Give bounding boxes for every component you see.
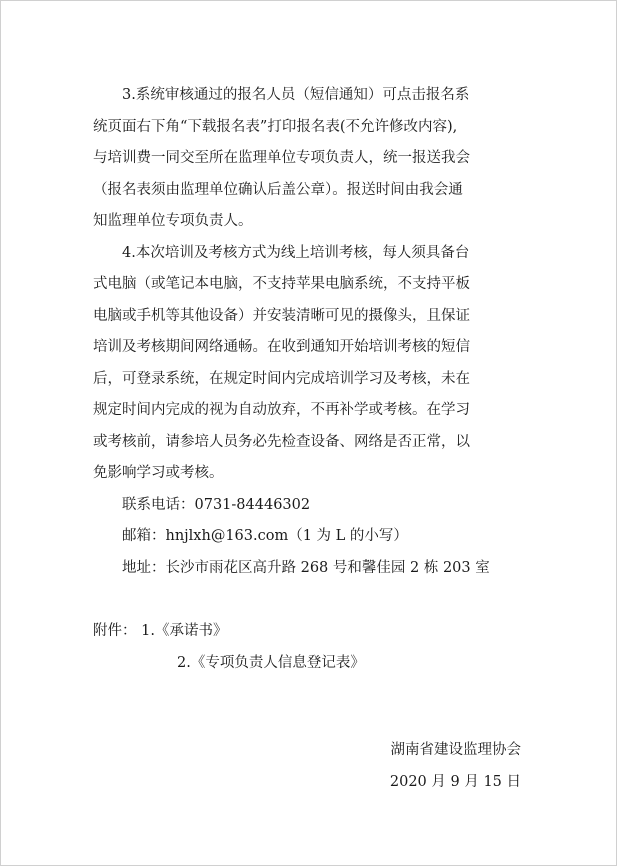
contact-phone: 联系电话：0731-84446302 [122, 496, 311, 513]
paragraph-3-line: 统页面右下角“下载报名表”打印报名表(不允许修改内容), [93, 118, 458, 135]
paragraph-4-line: 后，可登录系统，在规定时间内完成培训学习及考核，未在 [93, 370, 470, 387]
attachment-row-1 [93, 616, 527, 648]
attachment-item-2: 2.《专项负责人信息登记表》 [177, 655, 365, 671]
attachment-item-1: 1.《承诺书》 [141, 623, 228, 639]
section-spacer [93, 584, 527, 616]
contact-address: 地址：长沙市雨花区高升路 268 号和馨佳园 2 栋 203 室 [122, 559, 490, 576]
paragraph-3 [93, 80, 527, 238]
paragraph-4-line: 电脑或手机等其他设备）并安装清晰可见的摄像头，且保证 [93, 307, 470, 324]
paragraph-3-line: 3.系统审核通过的报名人员（短信通知）可点击报名系 [122, 87, 470, 103]
document-body [93, 80, 527, 680]
paragraph-4 [93, 238, 527, 490]
attachments [93, 616, 527, 680]
paragraph-4-line: 式电脑（或笔记本电脑，不支持苹果电脑系统，不支持平板 [93, 276, 470, 292]
attachment-row-2 [93, 648, 527, 680]
contact-email: 邮箱：hnjlxh@163.com（1 为 L 的小写） [122, 528, 408, 544]
paragraph-3-line: （报名表须由监理单位确认后盖公章）。报送时间由我会通 [93, 181, 463, 198]
contact-info [93, 490, 527, 585]
attachments-label: 附件： [93, 623, 137, 639]
paragraph-4-line: 4.本次培训及考核方式为线上培训考核，每人须具备台 [122, 244, 470, 261]
paragraph-3-line: 与培训费一同交至所在监理单位专项负责人，统一报送我会 [93, 150, 470, 166]
signature-date: 2020 月 9 月 15 日 [389, 774, 521, 790]
paragraph-3-line: 知监理单位专项负责人。 [93, 213, 253, 229]
signature-organization: 湖南省建设监理协会 [390, 742, 521, 758]
paragraph-4-line: 规定时间内完成的视为自动放弃，不再补学或考核。在学习 [93, 402, 470, 418]
paragraph-4-line: 免影响学习或考核。 [93, 465, 224, 481]
paragraph-4-line: 或考核前，请参培人员务必先检查设备、网络是否正常，以 [93, 433, 470, 450]
paragraph-4-line: 培训及考核期间网络通畅。在收到通知开始培训考核的短信 [93, 339, 470, 355]
